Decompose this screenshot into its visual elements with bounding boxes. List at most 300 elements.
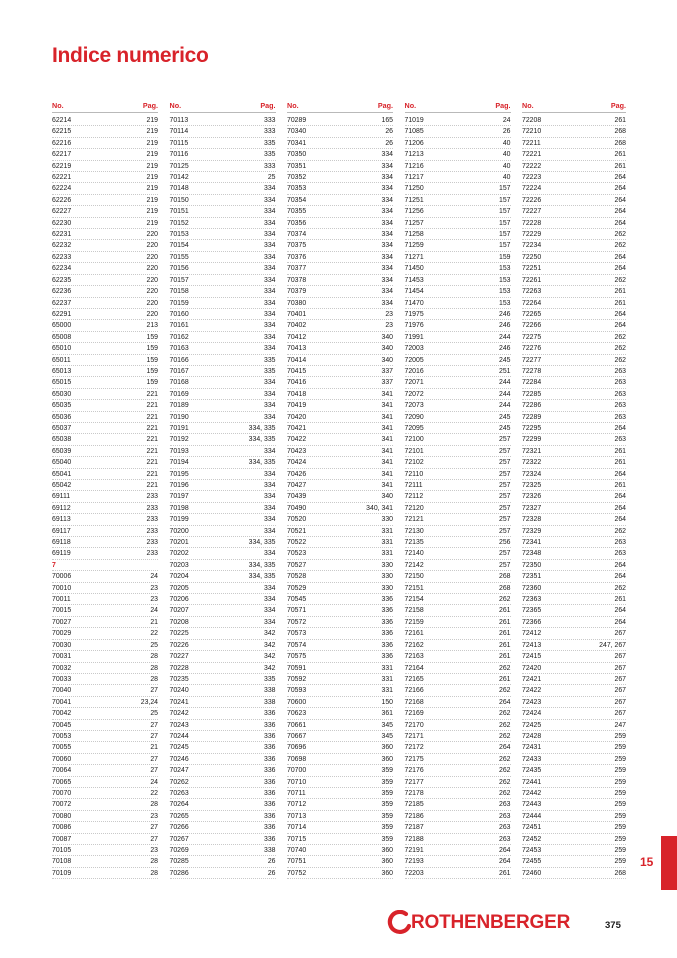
page-ref: 264: [614, 196, 626, 204]
item-number: 70115: [169, 139, 189, 147]
page-ref: 257: [499, 493, 511, 501]
column-header: [52, 100, 158, 113]
page-ref: 264: [614, 208, 626, 216]
index-row: [287, 298, 393, 309]
item-number: 62214: [52, 117, 72, 124]
page-ref: 28: [150, 858, 158, 866]
item-number: 72223: [522, 174, 542, 182]
item-number: 70420: [287, 413, 307, 421]
item-number: 70593: [287, 687, 307, 695]
page-ref: 261: [614, 151, 626, 159]
page-ref: 220: [146, 253, 158, 261]
page-ref: 334: [264, 618, 276, 626]
index-row: [170, 834, 276, 845]
item-number: 70529: [287, 584, 307, 592]
page-ref: 157: [499, 196, 511, 204]
index-row: [170, 457, 276, 468]
item-number: 72263: [522, 288, 542, 296]
page-ref: 360: [381, 847, 393, 854]
index-row: [287, 149, 393, 160]
index-row: [170, 708, 276, 719]
item-number: 72325: [522, 482, 542, 489]
page-title: Indice numerico: [52, 44, 209, 67]
item-number: 62215: [52, 128, 72, 136]
page-ref: 336: [264, 755, 276, 763]
index-row: [52, 822, 158, 833]
item-number: 72016: [404, 367, 424, 375]
item-number: 72250: [522, 253, 542, 261]
item-number: 70227: [169, 653, 189, 661]
page-ref: 334: [381, 185, 393, 193]
item-number: 72172: [404, 744, 424, 752]
index-row: [522, 651, 626, 662]
page-ref: 340: [381, 356, 393, 364]
index-column: [170, 100, 276, 879]
page-ref: 342: [264, 664, 276, 672]
item-number: 72324: [522, 470, 542, 478]
page-ref: 23: [150, 584, 158, 592]
index-row: [170, 434, 276, 445]
index-row: [170, 685, 276, 696]
page-ref: 157: [499, 231, 511, 239]
page-ref: 331: [381, 687, 393, 695]
item-number: 70712: [287, 801, 307, 809]
page-ref: 336: [264, 835, 276, 843]
index-row: [405, 560, 511, 571]
item-number: 62227: [52, 208, 72, 216]
page-ref: 336: [264, 824, 276, 832]
page-ref: 261: [614, 299, 626, 307]
page-ref: 263: [614, 550, 626, 558]
page-ref: 153: [499, 276, 511, 284]
item-number: 62219: [52, 162, 72, 170]
page-ref: 219: [146, 117, 158, 124]
page-ref: 246: [499, 322, 511, 330]
page-ref: 336: [381, 618, 393, 626]
item-number: 71213: [404, 151, 424, 159]
item-number: 70378: [287, 276, 307, 284]
page-ref: 262: [614, 584, 626, 592]
item-number: 71256: [404, 208, 424, 216]
item-number: 70080: [52, 812, 72, 820]
index-row: [405, 617, 511, 628]
page-ref: 264: [614, 310, 626, 318]
item-number: 62216: [52, 139, 72, 147]
item-number: 72328: [522, 516, 542, 524]
page-ref: 157: [499, 208, 511, 216]
item-number: 70033: [52, 675, 72, 683]
page-ref: 341: [381, 436, 393, 444]
index-row: [405, 708, 511, 719]
index-row: [405, 229, 511, 240]
page-ref: 262: [614, 527, 626, 535]
item-number: 70151: [169, 208, 189, 216]
index-row: [287, 286, 393, 297]
item-number: 71085: [404, 128, 424, 136]
index-row: [52, 161, 158, 172]
item-number: 70696: [287, 744, 307, 752]
index-row: [52, 355, 158, 366]
page-ref: 153: [499, 299, 511, 307]
index-row: [170, 651, 276, 662]
column-header: [287, 100, 393, 113]
page-ref: 259: [614, 789, 626, 797]
index-row: [170, 571, 276, 582]
index-row: [287, 697, 393, 708]
item-number: 72424: [522, 710, 542, 718]
page-ref: 330: [381, 573, 393, 581]
page-ref: 219: [146, 219, 158, 227]
index-row: [52, 674, 158, 685]
item-number: 72142: [404, 561, 424, 569]
item-number: 70207: [169, 607, 189, 615]
item-number: 72121: [404, 516, 424, 524]
index-row: [52, 583, 158, 594]
index-row: [405, 343, 511, 354]
item-number: 70196: [169, 482, 189, 489]
page-ref: 263: [614, 539, 626, 547]
index-row: [522, 263, 626, 274]
item-number: 70148: [169, 185, 189, 193]
item-number: 70285: [169, 858, 189, 866]
page-ref: 23: [150, 596, 158, 604]
page-ref: 261: [614, 482, 626, 489]
item-number: 70289: [287, 117, 307, 124]
page-ref: 263: [614, 379, 626, 387]
index-row: [287, 355, 393, 366]
item-number: 72227: [522, 208, 542, 216]
item-number: 71976: [404, 322, 424, 330]
item-number: 71450: [404, 265, 424, 273]
page-ref: 259: [614, 858, 626, 866]
index-row: [170, 697, 276, 708]
item-number: 70340: [287, 128, 307, 136]
index-row: [52, 799, 158, 810]
index-row: [170, 469, 276, 480]
item-number: 70156: [169, 265, 189, 273]
item-number: 72431: [522, 744, 542, 752]
index-row: [52, 720, 158, 731]
index-row: [405, 469, 511, 480]
item-number: 70195: [169, 470, 189, 478]
item-number: 72130: [404, 527, 424, 535]
index-row: [287, 229, 393, 240]
page-ref: 334: [381, 219, 393, 227]
item-number: 70527: [287, 561, 307, 569]
item-number: 72102: [404, 459, 424, 467]
item-number: 72090: [404, 413, 424, 421]
page-ref: 336: [264, 721, 276, 729]
index-row: [287, 594, 393, 605]
page-ref: 359: [381, 824, 393, 832]
item-number: 65013: [52, 367, 72, 375]
index-row: [287, 868, 393, 879]
page-ref: 341: [381, 459, 393, 467]
page-ref: 335: [264, 367, 276, 375]
index-row: [170, 206, 276, 217]
item-number: 72266: [522, 322, 542, 330]
item-number: 70414: [287, 356, 307, 364]
item-number: 70269: [169, 847, 189, 854]
page-ref: 262: [614, 356, 626, 364]
index-row: [522, 286, 626, 297]
item-number: 70623: [287, 710, 307, 718]
page-ref: 23: [385, 310, 393, 318]
item-number: 71454: [404, 288, 424, 296]
index-row: [405, 366, 511, 377]
index-row: [522, 754, 626, 765]
index-row: [287, 423, 393, 434]
index-row: [522, 218, 626, 229]
index-row: [522, 537, 626, 548]
item-number: 62232: [52, 242, 72, 250]
page-ref: 334: [381, 196, 393, 204]
item-number: 72003: [404, 345, 424, 353]
page-ref: 336: [381, 653, 393, 661]
index-row: [287, 571, 393, 582]
item-number: 70109: [52, 869, 72, 877]
item-number: 70264: [169, 801, 189, 809]
page-ref: 233: [146, 516, 158, 524]
page-ref: 334: [264, 242, 276, 250]
page-ref: 341: [381, 470, 393, 478]
index-row: [287, 685, 393, 696]
item-number: 72453: [522, 847, 542, 854]
index-row: [170, 491, 276, 502]
page-ref: 27: [150, 755, 158, 763]
item-number: 70189: [169, 402, 189, 410]
page-ref: 220: [146, 231, 158, 239]
item-number: 70158: [169, 288, 189, 296]
item-number: 62231: [52, 231, 72, 239]
index-row: [170, 788, 276, 799]
item-number: 65035: [52, 402, 72, 410]
index-row: [52, 298, 158, 309]
item-number: 70010: [52, 584, 72, 592]
item-number: 70208: [169, 618, 189, 626]
page-ref: 24: [150, 607, 158, 615]
index-row: [287, 263, 393, 274]
item-number: 72226: [522, 196, 542, 204]
page-ref: 26: [267, 858, 276, 866]
index-row: [287, 343, 393, 354]
index-row: [170, 560, 276, 571]
index-row: [170, 548, 276, 559]
page-ref: 268: [614, 869, 626, 877]
item-number: 72073: [404, 402, 424, 410]
index-row: [287, 548, 393, 559]
index-row: [405, 457, 511, 468]
item-number: 70166: [169, 356, 189, 364]
index-row: [52, 263, 158, 274]
index-row: [522, 605, 626, 616]
header-no: No.: [287, 101, 299, 110]
item-number: 70070: [52, 789, 72, 797]
index-row: [52, 218, 158, 229]
page-ref: 360: [381, 755, 393, 763]
page-ref: 335: [264, 356, 276, 364]
index-row: [287, 400, 393, 411]
item-number: 70523: [287, 550, 307, 558]
page-ref: 334: [264, 584, 276, 592]
index-row: [522, 252, 626, 263]
item-number: 72366: [522, 618, 542, 626]
item-number: 70201: [169, 539, 189, 547]
index-column: [522, 100, 626, 879]
page-ref: 22: [150, 789, 158, 797]
item-number: 71217: [404, 174, 424, 182]
item-number: 72251: [522, 265, 542, 273]
index-row: [405, 571, 511, 582]
item-number: 72120: [404, 504, 424, 512]
page-ref: 220: [146, 299, 158, 307]
page-ref: 330: [381, 561, 393, 569]
item-number: 70162: [169, 333, 189, 341]
index-row: [52, 469, 158, 480]
item-number: 70116: [169, 151, 189, 159]
page-ref: 27: [150, 732, 158, 740]
page-ref: 261: [614, 117, 626, 124]
page-ref: 259: [614, 732, 626, 740]
page-ref: 221: [146, 413, 158, 421]
page-ref: 340, 341: [366, 504, 393, 512]
index-row: [52, 457, 158, 468]
index-row: [405, 514, 511, 525]
page-ref: 159: [146, 345, 158, 353]
header-pag: Pag.: [260, 101, 276, 110]
index-row: [405, 275, 511, 286]
page-ref: 334: [264, 196, 276, 204]
item-number: 72299: [522, 436, 542, 444]
page-ref: 336: [381, 596, 393, 604]
page-ref: 262: [499, 687, 511, 695]
item-number: 72168: [404, 698, 424, 706]
item-number: 72187: [404, 824, 424, 832]
item-number: 72171: [404, 732, 424, 740]
item-number: 70263: [169, 789, 189, 797]
item-number: 70152: [169, 219, 189, 227]
item-number: 70740: [287, 847, 307, 854]
index-row: [522, 583, 626, 594]
page-ref: 359: [381, 812, 393, 820]
item-number: 70661: [287, 721, 307, 729]
item-number: 70571: [287, 607, 307, 615]
item-number: 70246: [169, 755, 189, 763]
item-number: 70015: [52, 607, 72, 615]
page-ref: 153: [499, 265, 511, 273]
page-ref: 219: [146, 151, 158, 159]
index-row: [522, 617, 626, 628]
item-number: 70424: [287, 459, 307, 467]
item-number: 70713: [287, 812, 307, 820]
index-row: [522, 298, 626, 309]
page-ref: 264: [614, 424, 626, 432]
item-number: 70520: [287, 516, 307, 524]
page-ref: 267: [614, 710, 626, 718]
index-row: [522, 172, 626, 183]
page-ref: 233: [146, 550, 158, 558]
index-row: [405, 799, 511, 810]
page-ref: 336: [381, 607, 393, 615]
page-ref: 26: [385, 139, 393, 147]
index-row: [405, 720, 511, 731]
index-row: [170, 263, 276, 274]
index-row: [52, 651, 158, 662]
page-ref: 267: [614, 630, 626, 638]
page-ref: 213: [146, 322, 158, 330]
item-number: 70247: [169, 767, 189, 775]
page-ref: 334: [264, 527, 276, 535]
page-ref: 335: [264, 139, 276, 147]
index-row: [287, 457, 393, 468]
index-row: [405, 663, 511, 674]
page-ref: 259: [614, 847, 626, 854]
index-row: [287, 856, 393, 867]
index-row: [52, 206, 158, 217]
index-row: [170, 218, 276, 229]
page-ref: 259: [614, 778, 626, 786]
item-number: 72135: [404, 539, 424, 547]
page-ref: 259: [614, 801, 626, 809]
item-number: 70113: [169, 117, 189, 124]
index-row: [287, 537, 393, 548]
page-ref: 264: [614, 573, 626, 581]
item-number: 72341: [522, 539, 542, 547]
page-ref: 40: [502, 139, 511, 147]
page-ref: 334: [381, 288, 393, 296]
item-number: 72224: [522, 185, 542, 193]
page-ref: 336: [264, 789, 276, 797]
item-number: 70377: [287, 265, 307, 273]
index-row: [170, 822, 276, 833]
item-number: 65036: [52, 413, 72, 421]
page-ref: 220: [146, 242, 158, 250]
header-no: No.: [522, 101, 534, 110]
page-ref: 257: [499, 561, 511, 569]
page-ref: 333: [264, 117, 276, 124]
item-number: 72234: [522, 242, 542, 250]
page-ref: 264: [614, 504, 626, 512]
page-ref: 264: [614, 561, 626, 569]
item-number: 65015: [52, 379, 72, 387]
item-number: 70715: [287, 835, 307, 843]
item-number: 72100: [404, 436, 424, 444]
page-ref: 233: [146, 527, 158, 535]
page-ref: 263: [614, 367, 626, 375]
item-number: 72095: [404, 424, 424, 432]
item-number: 72175: [404, 755, 424, 763]
page-ref: 150: [381, 698, 393, 706]
item-number: 72452: [522, 835, 542, 843]
index-row: [170, 526, 276, 537]
page-ref: 334: [264, 402, 276, 410]
page-ref: 334: [264, 482, 276, 489]
page-ref: 257: [499, 550, 511, 558]
page-ref: 259: [614, 755, 626, 763]
item-number: 70193: [169, 447, 189, 455]
index-row: [405, 434, 511, 445]
item-number: 72161: [404, 630, 424, 638]
header-pag: Pag.: [377, 101, 393, 110]
page-ref: 331: [381, 664, 393, 672]
page-ref: 330: [381, 516, 393, 524]
item-number: 70415: [287, 367, 307, 375]
item-number: 72261: [522, 276, 542, 284]
index-row: [52, 126, 158, 137]
page-ref: 27: [150, 824, 158, 832]
page-ref: 336: [264, 744, 276, 752]
index-row: [52, 309, 158, 320]
